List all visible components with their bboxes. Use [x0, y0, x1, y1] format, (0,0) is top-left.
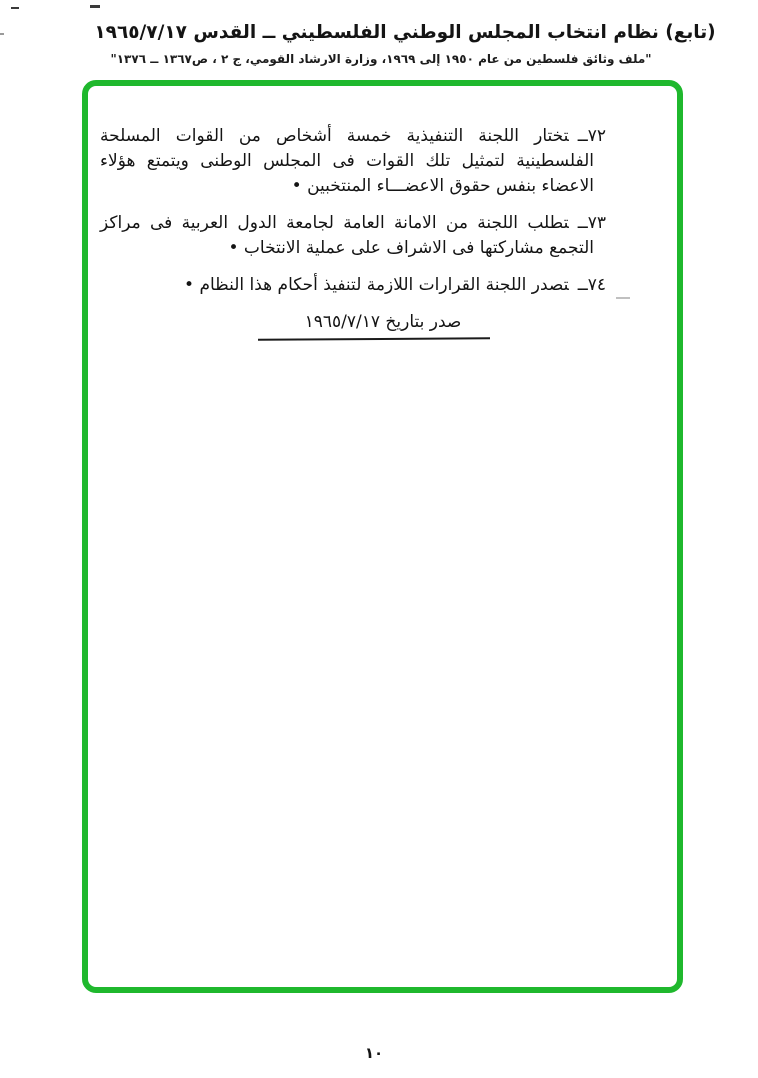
document-source-citation: "ملف وثائق فلسطين من عام ١٩٥٠ إلى ١٩٦٩، وزارة الارشاد القومي، ج ٢ ، ص١٣٦٧ ــ ١٣٧٦" [110, 52, 652, 66]
article-73 [100, 211, 606, 261]
article-74 [100, 273, 606, 298]
article-72 [100, 124, 606, 199]
scan-artifact [0, 33, 4, 35]
document-title: (تابع) نظام انتخاب المجلس الوطني الفلسطيني ــ القدس ١٩٦٥/٧/١٧ [94, 22, 716, 43]
scan-artifact [11, 7, 19, 9]
document-body [100, 124, 606, 335]
page-number: ١٠ [364, 1044, 384, 1062]
document-header [52, 21, 758, 67]
article-72-text: تختار اللجنة التنفيذية خمسة أشخاص من القوات المسلحة الفلسطينية لتمثيل تلك القوات فى المجلس الوطنى ويتمتع هؤلاء الاعضاء بنفس حقوق الاعضـــاء المنتخبين • [100, 126, 594, 196]
article-73-number: ٧٣ــ [577, 213, 606, 233]
article-73-text: تطلب اللجنة من الامانة العامة لجامعة الدول العربية فى مراكز التجمع مشاركتها فى الاشراف على عملية الانتخاب • [100, 213, 594, 258]
article-74-number: ٧٤ــ [577, 275, 606, 295]
scan-artifact [90, 5, 100, 8]
article-72-number: ٧٢ــ [577, 126, 606, 146]
article-74-text: تصدر اللجنة القرارات اللازمة لتنفيذ أحكام هذا النظام • [184, 275, 569, 295]
issued-date-line: صدر بتاريخ ١٩٦٥/٧/١٧ [304, 312, 462, 332]
